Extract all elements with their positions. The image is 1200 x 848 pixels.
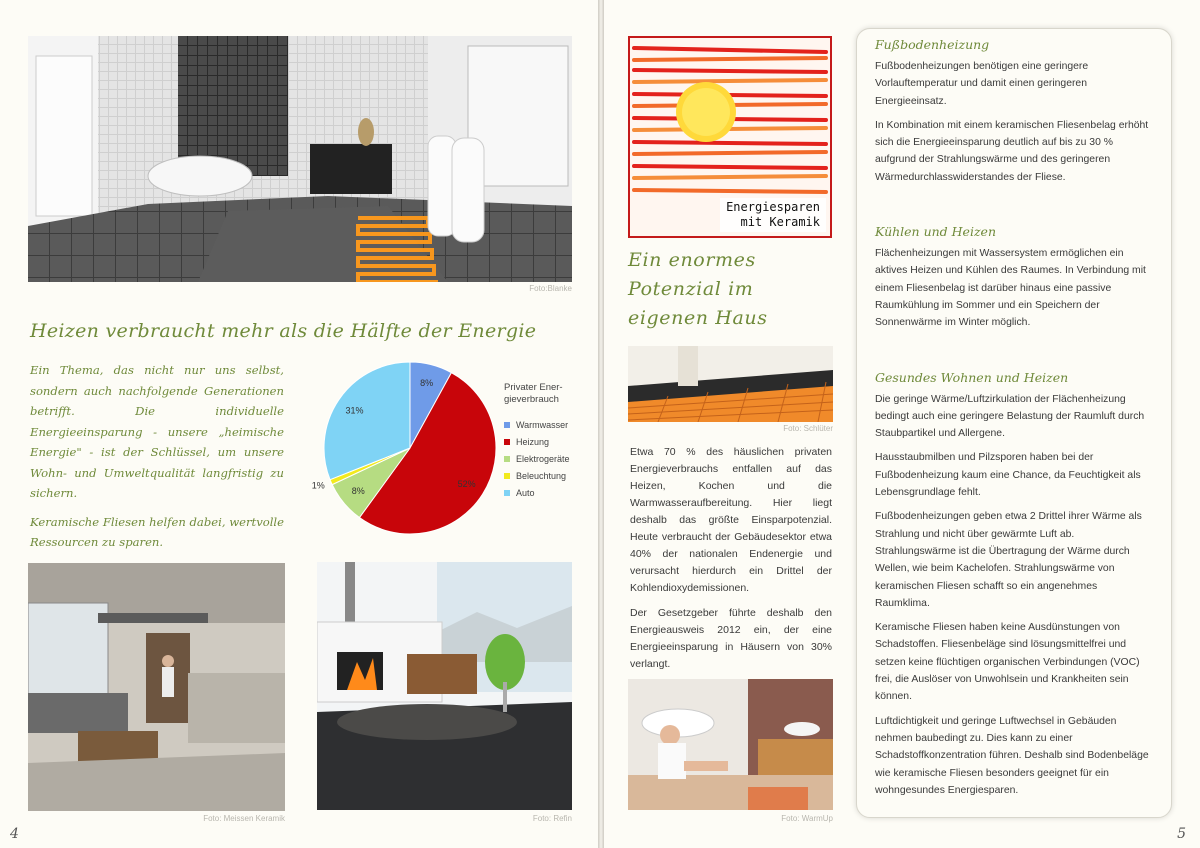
chart-title-line-2: gieverbrauch [504, 394, 559, 405]
badge-line-2: mit Keramik [740, 215, 820, 229]
legend-swatch [504, 490, 510, 496]
legend-item [504, 433, 594, 450]
paragraph: Der Gesetzgeber führte deshalb den Energieausweis 2012 ein, der eine Energieeinsparung in Häusern von 30% verlangt. [630, 607, 832, 670]
chart-title [504, 382, 594, 406]
sidebar-paragraph: Die geringe Wärme/Luftzirkulation der Flächenheizung bedingt auch eine geringere Belastung der Raumluft durch Staubpartikel und Allergene. [875, 393, 1145, 440]
legend-item [504, 416, 594, 433]
legend-label: Auto [516, 487, 535, 498]
pie-label: 1% [311, 480, 325, 491]
sidebar-paragraph: Fußbodenheizungen benötigen eine geringere Vorlauftemperatur und damit einen geringeren Energieeinsatz. [875, 61, 1089, 107]
legend-item [504, 467, 594, 484]
badge-label [720, 198, 826, 232]
sidebar-paragraph: Keramische Fliesen haben keine Ausdünstungen von Schadstoffen. Fliesenbeläge sind lösungsmittelfrei und setzen keine flüchtigen organischen Verbindungen (VOC) frei, die Auslöser von Unwohlsein und Krankheiten sein können. [875, 622, 1140, 703]
chart-legend [504, 416, 594, 501]
legend-label: Warmwasser [516, 419, 569, 430]
photo-credit: Foto: WarmUp [781, 814, 833, 823]
legend-item [504, 450, 594, 467]
pie-label: 52% [457, 478, 476, 489]
photo-credit: Foto: Meissen Keramik [203, 814, 285, 823]
sidebar-heading: Gesundes Wohnen und Heizen [875, 369, 1069, 385]
floor-heating-photo [628, 346, 833, 422]
sidebar-paragraph: Flächenheizungen mit Wassersystem ermöglichen ein aktives Heizen und Kühlen des Raumes. In Verbindung mit einem Fliesenbelag ist darüber hinaus eine passive Raumkühlung im Sommer und ein Speichern der Sonnenwärme im Winter möglich. [875, 248, 1146, 329]
intro-text [30, 360, 284, 553]
energy-pie-chart [300, 352, 590, 542]
chart-title-line-1: Privater Ener- [504, 382, 563, 393]
loft-photo [28, 563, 285, 811]
sun-illustration [628, 36, 832, 238]
sidebar-heading: Kühlen und Heizen [875, 224, 996, 240]
paragraph: Etwa 70 % des häuslichen privaten Energieverbrauchs entfallen auf das Heizen, Kochen und die Warmwasseraufbereitung. Hier liegt deshalb das größte Einsparpotenzial. Heute verbraucht der Gebäudesektor etwa 40% der nationalen Endenergie und verursacht hierdurch ein Drittel der Kohlendioxydemissionen. [630, 446, 832, 594]
badge-line-1: Energiesparen [726, 200, 820, 214]
legend-label: Elektrogeräte [516, 453, 570, 464]
photo-credit: Foto: Refin [532, 814, 572, 823]
page-number: 5 [1177, 826, 1186, 842]
legend-item [504, 484, 594, 501]
page-heading: Heizen verbraucht mehr als die Hälfte der Energie [30, 320, 537, 342]
photo-credit: Foto: Schlüter [783, 424, 833, 433]
main-text [630, 444, 832, 681]
pie-label: 8% [351, 485, 365, 496]
page-number: 4 [10, 826, 19, 842]
sidebar-heading: Fußbodenheizung [875, 37, 990, 52]
info-sidebar [856, 28, 1172, 818]
legend-swatch [504, 439, 510, 445]
sidebar-paragraph: In Kombination mit einem keramischen Fliesenbelag erhöht sich die Energieeinsparung deutlich auf bis zu 30 % aufgrund der Strahlungswärme und des geringeren Wärmedurchlasswiderstandes der Fliese. [875, 119, 1149, 183]
intro-paragraph-2: Keramische Fliesen helfen dabei, wertvolle Ressourcen zu sparen. [30, 514, 284, 549]
pie-svg [300, 352, 500, 542]
pie-label: 8% [420, 378, 434, 389]
woman-bath-photo [628, 679, 833, 810]
legend-swatch [504, 473, 510, 479]
sidebar-paragraph: Hausstaubmilben und Pilzsporen haben bei der Fußbodenheizung kaum eine Chance, da Feuchtigkeit als Lebensgrundlage fehlt. [875, 452, 1141, 499]
legend-swatch [504, 422, 510, 428]
sidebar-paragraph: Luftdichtigkeit und geringe Luftwechsel in Gebäuden nehmen baubedingt zu. Dies kann zu einer Schadstoffkonzentration führen. Deshalb sind Bodenbeläge wie keramische Fliesen besonders geeignet für ein wohngesundes Energiesparen. [875, 715, 1149, 796]
intro-paragraph: Ein Thema, das nicht nur uns selbst, sondern auch nachfolgende Generationen betrifft. Die individuelle Energieeinsparung - unsere „heimische Energie" - ist der Schlüssel, um unsere Wohn- und Umweltqualität langfristig zu sichern. [30, 363, 284, 500]
photo-credit: Foto:Blanke [529, 284, 572, 293]
pie-label: 31% [345, 405, 364, 416]
legend-label: Heizung [516, 436, 550, 447]
bathroom-photo [28, 36, 572, 282]
fireplace-photo [317, 562, 572, 810]
left-page [0, 0, 598, 848]
legend-swatch [504, 456, 510, 462]
section-heading: Ein enormes Potenzial im eigenen Haus [628, 249, 768, 329]
sidebar-paragraph: Fußbodenheizungen geben etwa 2 Drittel ihrer Wärme als Strahlung und nicht über gewärmte Luft ab. Strahlungswärme ist die Übertragung der Wärme durch Wellen, wie beim Kachelofen. Strahlungswärme von keramischen Fliesen schafft so ein angenehmes Raumklima. [875, 511, 1142, 609]
legend-label: Beleuchtung [516, 470, 567, 481]
